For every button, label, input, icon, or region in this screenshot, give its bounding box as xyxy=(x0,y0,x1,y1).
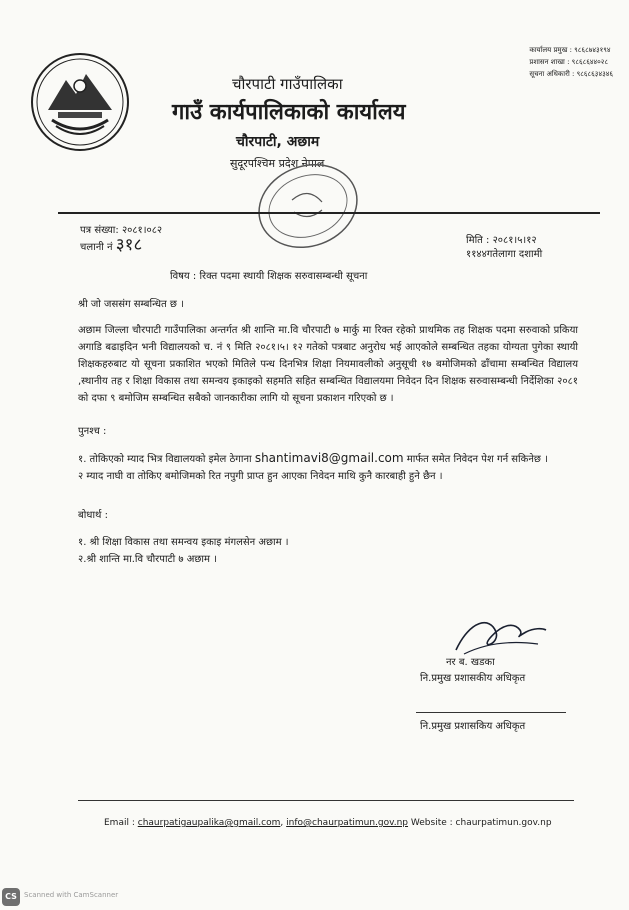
camscanner-text: Scanned with CamScanner xyxy=(24,891,119,899)
contact-numbers xyxy=(529,44,613,80)
punascha-item-1 xyxy=(78,450,578,468)
footer-separator: , xyxy=(280,818,284,828)
bodharth-heading: बोधार्थ : xyxy=(78,510,108,521)
footer-email-label: Email : xyxy=(104,818,135,828)
footer-email-2[interactable]: info@chaurpatimun.gov.np xyxy=(286,818,409,828)
punascha-heading: पुनश्च : xyxy=(78,426,107,437)
punascha-item-1-before: १. तोकिएको म्याद भित्र विद्यालयको इमेल ठेगाना xyxy=(78,454,252,465)
contact-line: प्रशासन शाखा : ९८६८६४४०२८ xyxy=(529,58,609,66)
footer-website[interactable]: chaurpatimun.gov.np xyxy=(455,818,552,828)
office-location: चौरपाटी, अछाम xyxy=(236,134,320,150)
signatory-title: नि.प्रमुख प्रशासकीय अधिकृत xyxy=(420,673,526,684)
footer-email-1[interactable]: chaurpatigaupalika@gmail.com xyxy=(137,818,281,828)
bodharth-item: १. श्री शिक्षा विकास तथा समन्वय इकाइ मंगलसेन अछाम । xyxy=(78,537,289,548)
punascha-item-1-after: मार्फत समेत निवेदन पेश गर्न सकिनेछ । xyxy=(406,454,548,465)
signatory-title-2: नि.प्रमुख प्रशासकिय अधिकृत xyxy=(420,721,526,732)
letter-body xyxy=(78,322,578,568)
camscanner-watermark xyxy=(0,886,200,908)
office-title: गाउँ कार्यपालिकाको कार्यालय xyxy=(172,100,406,125)
footer-website-label: Website : xyxy=(410,818,453,828)
date-weekday: ११४४गतेलागा दशामी xyxy=(466,249,543,260)
date-line xyxy=(466,234,542,248)
signature-divider xyxy=(416,712,566,713)
nepal-emblem-logo xyxy=(28,50,132,154)
patra-label: पत्र संख्या: xyxy=(80,225,119,236)
footer-divider xyxy=(78,800,574,801)
footer-contact xyxy=(104,818,552,828)
province-name: सुदूरपश्चिम प्रदेश नेपाल xyxy=(230,157,325,170)
body-paragraph: अछाम जिल्ला चौरपाटी गाउँपालिका अन्तर्गत श्री शान्ति मा.वि चौरपाटी ७ मार्कु मा रिक्त रहेको प्राथमिक तह शिक्षक पदमा सरुवाको प्रकिया अगाडि बढाइदिन भनी विद्यालयको च. नं ९ मिति २०८१।५। १२ गतेको पत्रबाट अनुरोध भई आएकोले सम्बन्धित तहका योग्यता पुगेका स्थायी शिक्षकहरुबाट यो सूचना प्रकाशित भएको मितिले पन्ध दिनभित्र शिक्षा नियमावलीको अनुसूची १७ बमोजिमको ढाँचामा सम्बन्धित विद्यालय ,स्थानीय तह र शिक्षा विकास तथा समन्वय इकाइको सहमति सहित सम्बन्धित विद्यालयमा निवेदन दिन शिक्षक सरुवासम्बन्धी निर्देशिका २०८१ को दफा ९ बमोजिम सम्बन्धित सबैको जानकारीका लागि यो सूचना प्रकाशन गरिएको छ । xyxy=(78,325,578,404)
subject-line: विषय : रिक्त पदमा स्थायी शिक्षक सरुवासम्बन्धी सूचना xyxy=(170,271,368,282)
salutation: श्री जो जससंग सम्बन्धित छ । xyxy=(78,299,184,310)
school-email-link[interactable]: shantimavi8@gmail.com xyxy=(254,451,404,465)
header-divider xyxy=(58,212,600,214)
punascha-item-2: २ म्याद नाघी वा तोकिए बमोजिमको रित नपुगी प्राप्त हुन आएका निवेदन माथि कुनै कारबाही हुने छैन । xyxy=(78,471,443,482)
reference-block xyxy=(80,224,162,255)
date-value: २०८१।५।१२ xyxy=(492,235,537,246)
date-label: मिति : xyxy=(466,235,490,246)
patra-value: २०८१।०८२ xyxy=(121,225,163,236)
chalani-label: चलानी नं xyxy=(80,242,113,253)
bodharth-item: २.श्री शान्ति मा.वि चौरपाटी ७ अछाम । xyxy=(78,554,217,565)
office-stamp xyxy=(252,160,364,252)
date-block xyxy=(466,234,542,262)
municipality-name: चौरपाटी गाउँपालिका xyxy=(232,75,343,93)
camscanner-badge: CS xyxy=(2,888,20,906)
chalani-value: ३१८ xyxy=(115,235,143,255)
contact-line: कार्यालय प्रमुख : ९८६८७४३१९४ xyxy=(529,46,611,54)
chalani-number xyxy=(80,235,162,255)
signatory-name: नर ब. खडका xyxy=(446,657,495,668)
contact-line: सूचना अधिकारी : ९८६८६३४३४६ xyxy=(529,70,613,78)
